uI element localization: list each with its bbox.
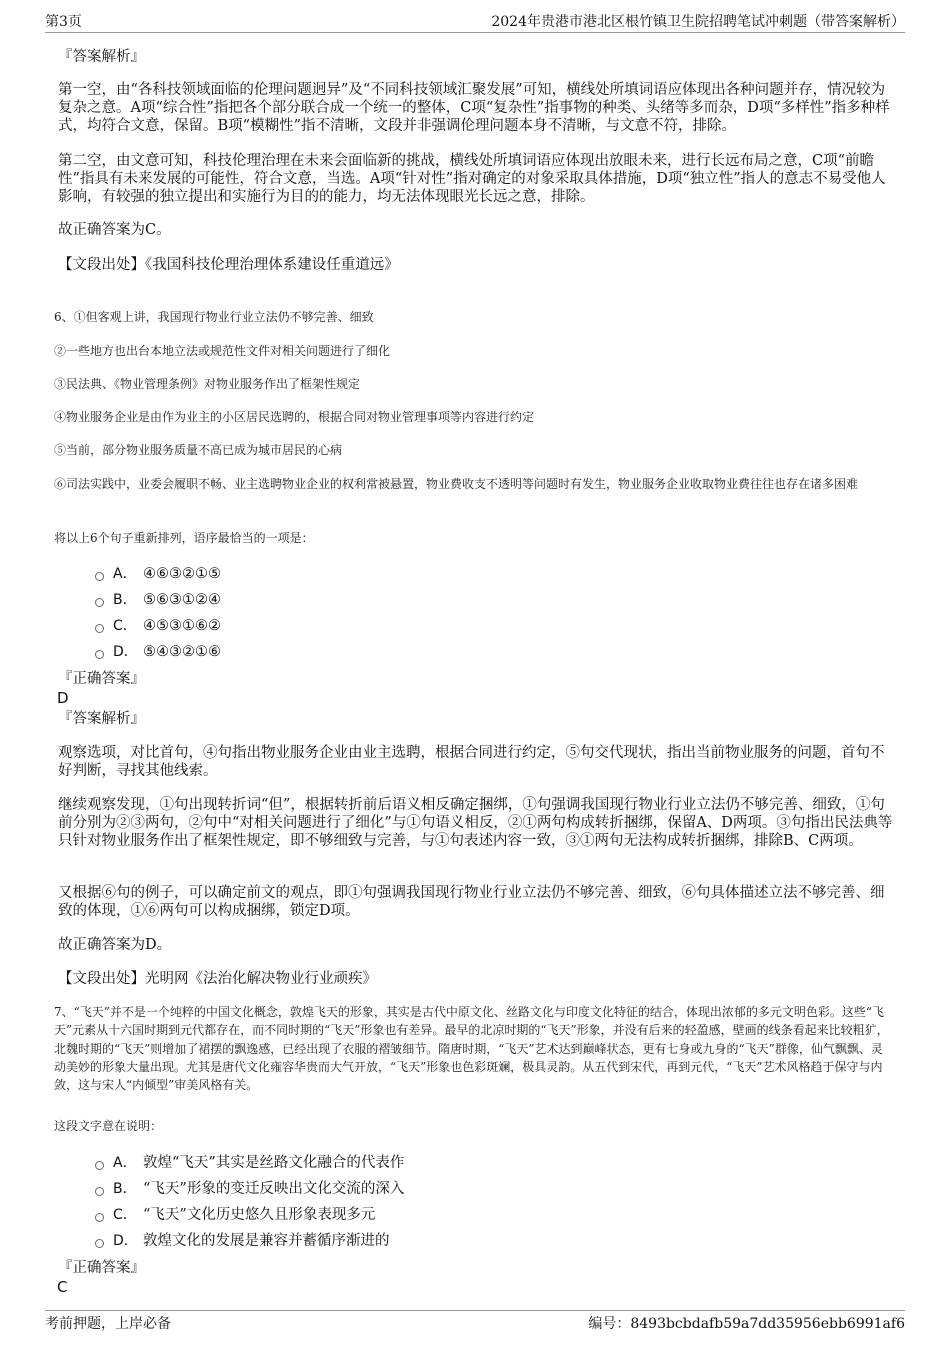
option-letter: D． <box>113 644 138 660</box>
q6-analysis-paragraph-1: 观察选项，对比首句，④句指出物业服务企业由业主选聘，根据合同进行约定，⑤句交代现状，指出当前物业服务的问题，首句不好判断，寻找其他线索。 <box>58 745 885 779</box>
option-text: “飞天”文化历史悠久且形象表现多元 <box>143 1207 376 1223</box>
q6-analysis-label: 『答案解析』 <box>58 711 145 727</box>
radio-icon[interactable] <box>95 572 104 581</box>
radio-icon[interactable] <box>95 1213 104 1222</box>
q6-correct-answer: D <box>57 689 69 707</box>
footer-document-id: 编号：8493bcbdafb59a7dd35956ebb6991af6 <box>588 1316 905 1332</box>
q6-source: 【文段出处】光明网《法治化解决物业行业顽疾》 <box>58 971 377 987</box>
page-number: 第3页 <box>45 14 82 30</box>
option-letter: C． <box>113 618 137 634</box>
q5-analysis-conclusion: 故正确答案为C。 <box>58 222 171 238</box>
q6-option-d[interactable] <box>95 643 221 661</box>
option-text: ⑤⑥③①②④ <box>143 592 221 608</box>
q6-sentence-5: ⑤当前，部分物业服务质量不高已成为城市居民的心病 <box>54 443 343 457</box>
q7-option-d[interactable] <box>95 1232 390 1250</box>
q6-sentence-6: ⑥司法实践中，业委会履职不畅、业主选聘物业企业的权利常被悬置，物业费收支不透明等问题时有发生，物业服务企业收取物业费往往也存在诸多困难 <box>54 477 859 491</box>
radio-icon[interactable] <box>95 598 104 607</box>
option-letter: D． <box>113 1233 138 1249</box>
page-header <box>45 12 905 33</box>
q7-correct-answer: C <box>57 1278 68 1296</box>
option-text: “飞天”形象的变迁反映出文化交流的深入 <box>143 1181 405 1197</box>
q7-correct-label: 『正确答案』 <box>58 1260 145 1276</box>
footer-slogan: 考前押题，上岸必备 <box>45 1316 171 1332</box>
q6-analysis-paragraph-2: 继续观察发现，①句出现转折词“但”，根据转折前后语义相反确定捆绑，①句强调我国现行物业行业立法仍不够完善、细致，①句前分别为②③两句，②句中“对相关问题进行了细化”与①句语义相反，②①两句构成转折捆绑，保留A、D两项。③句指出民法典等只针对物业服务作出了框架性规定，即不够细致与完善，与①句表述内容一致，③①两句无法构成转折捆绑，排除B、C两项。 <box>58 797 893 849</box>
q5-analysis-paragraph-2: 第二空，由文意可知，科技伦理治理在未来会面临新的挑战，横线处所填词语应体现出放眼未来，进行长远布局之意，C项“前瞻性”指具有未来发展的可能性，符合文意，当选。A项“针对性”指对确定的对象采取具体措施，D项“独立性”指人的意志不易受他人影响，有较强的独立提出和实施行为目的的能力，均无法体现眼光长远之意，排除。 <box>58 153 886 205</box>
q7-option-c[interactable] <box>95 1206 375 1224</box>
option-letter: A． <box>113 566 137 582</box>
option-letter: B． <box>113 592 137 608</box>
radio-icon[interactable] <box>95 1239 104 1248</box>
option-text: 敦煌“飞天”其实是丝路文化融合的代表作 <box>143 1155 405 1171</box>
q6-option-b[interactable] <box>95 591 221 609</box>
radio-icon[interactable] <box>95 624 104 633</box>
q6-sentence-4: ④物业服务企业是由作为业主的小区居民选聘的，根据合同对物业管理事项等内容进行约定 <box>54 410 535 424</box>
q7-prompt: 这段文字意在说明： <box>54 1119 163 1133</box>
q5-analysis-paragraph-1: 第一空，由“各科技领域面临的伦理问题迥异”及“不同科技领域汇聚发展”可知，横线处所填词语应体现出各种问题并存，情况较为复杂之意。A项“综合性”指把各个部分联合成一个统一的整体，C项“复杂性”指事物的种类、头绪等多而杂，D项“多样性”指多种样式，均符合文意，保留。B项“模糊性”指不清晰，文段并非强调伦理问题本身不清晰，与文意不符，排除。 <box>58 82 890 134</box>
q6-sentence-1: 6、①但客观上讲，我国现行物业行业立法仍不够完善、细致 <box>54 310 374 324</box>
option-text: 敦煌文化的发展是兼容并蓄循序渐进的 <box>143 1233 390 1249</box>
option-letter: C． <box>113 1207 137 1223</box>
q5-source: 【文段出处】《我国科技伦理治理体系建设任重道远》 <box>58 257 399 273</box>
q7-option-a[interactable] <box>95 1154 404 1172</box>
option-text: ④⑤③①⑥② <box>143 618 221 634</box>
q6-correct-label: 『正确答案』 <box>58 671 145 687</box>
q7-passage: 7、“飞天”并不是一个纯粹的中国文化概念，敦煌飞天的形象，其实是古代中原文化、丝路文化与印度文化特征的结合，体现出浓郁的多元文明色彩。这些“飞天”元素从十六国时期到元代都存在，而不同时期的“飞天”形象也有差异。最早的北凉时期的“飞天”形象，并没有后来的轻盈感，壁画的线条看起来比较粗犷，北魏时期的“飞天”则增加了裙摆的飘逸感，已经出现了衣服的褶皱细节。隋唐时期，“飞天”艺术达到巅峰状态，更有七身或九身的“飞天”群像，仙气飘飘、灵动美妙的形象大量出现。尤其是唐代文化雍容华贵而大气开放，“飞天”形象也色彩斑斓，极具灵韵。从五代到宋代，再到元代，“飞天”艺术风格趋于保守与内敛，这与宋人“内倾型”审美风格有关。 <box>54 1005 889 1093</box>
q5-analysis-label: 『答案解析』 <box>58 49 145 65</box>
option-letter: B． <box>113 1181 137 1197</box>
page-footer <box>45 1310 905 1335</box>
q6-analysis-paragraph-3: 又根据⑥句的例子，可以确定前文的观点，即①句强调我国现行物业行业立法仍不够完善、细致，⑥句具体描述立法不够完善、细致的体现，①⑥两句可以构成捆绑，锁定D项。 <box>58 885 885 919</box>
radio-icon[interactable] <box>95 1161 104 1170</box>
q6-sentence-3: ③民法典、《物业管理条例》对物业服务作出了框架性规定 <box>54 377 361 391</box>
q6-sentence-2: ②一些地方也出台本地立法或规范性文件对相关问题进行了细化 <box>54 344 391 358</box>
q7-option-b[interactable] <box>95 1180 404 1198</box>
option-text: ⑤④③②①⑥ <box>143 644 221 660</box>
q6-analysis-conclusion: 故正确答案为D。 <box>58 937 172 953</box>
q6-option-c[interactable] <box>95 617 221 635</box>
radio-icon[interactable] <box>95 650 104 659</box>
document-title: 2024年贵港市港北区根竹镇卫生院招聘笔试冲刺题（带答案解析） <box>491 14 905 30</box>
q6-option-a[interactable] <box>95 565 221 583</box>
radio-icon[interactable] <box>95 1187 104 1196</box>
option-text: ④⑥③②①⑤ <box>143 566 221 582</box>
option-letter: A． <box>113 1155 137 1171</box>
q6-prompt: 将以上6个句子重新排列，语序最恰当的一项是： <box>54 531 314 545</box>
